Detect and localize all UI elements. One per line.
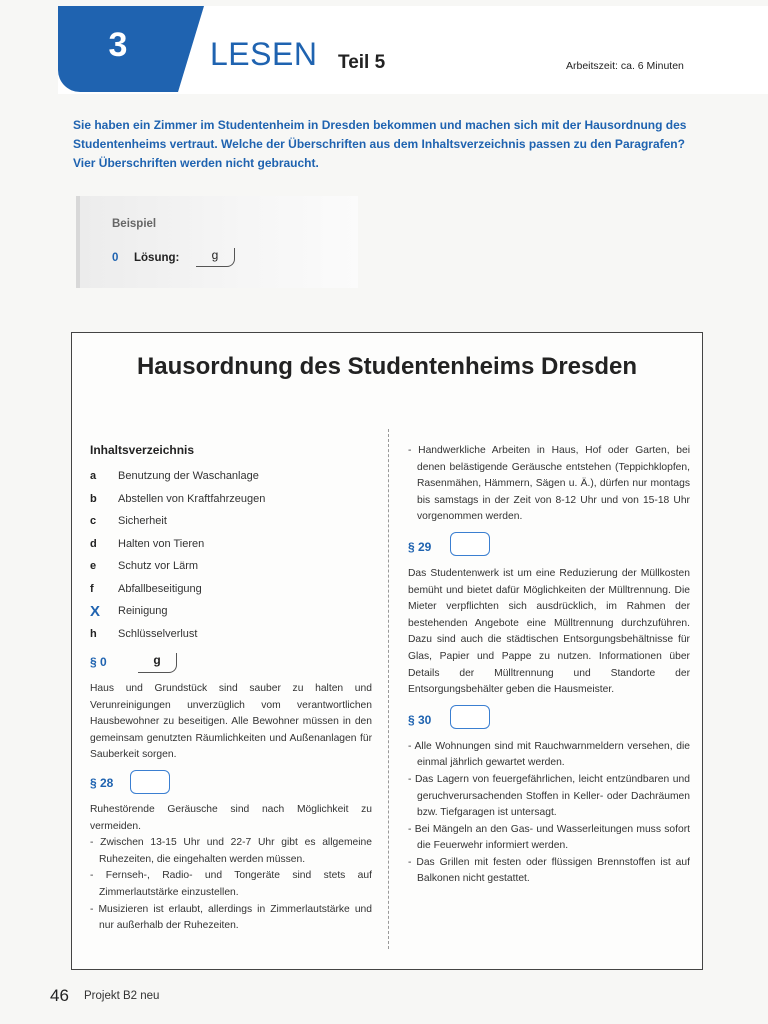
example-solution-label: Lösung: — [134, 252, 180, 264]
paragraph-30-bullet: - Bei Mängeln an den Gas- und Wasserleitungen muss sofort die Feuerwehr informiert werden. — [408, 822, 690, 855]
paragraph-28-bullet: - Zwischen 13-15 Uhr und 22-7 Uhr gibt es allgemeine Ruhezeiten, die eingehalten werden müssen. — [90, 835, 372, 868]
toc-item — [90, 465, 372, 488]
example-box — [76, 196, 358, 288]
toc-text: Abstellen von Kraftfahrzeugen — [118, 492, 266, 505]
toc-letter: a — [90, 470, 97, 483]
toc-heading: Inhaltsverzeichnis — [90, 443, 195, 457]
toc-text: Schutz vor Lärm — [118, 560, 199, 573]
paragraph-0-answer: g — [138, 653, 177, 673]
paragraph-30-bullet: - Das Lagern von feuergefährlichen, leicht entzündbaren und geruchverursachenden Stoffen in Keller- oder Dachräumen bzw. Tiefgaragen ist untersagt. — [408, 772, 690, 822]
example-label: Beispiel — [112, 218, 157, 230]
toc-letter: d — [90, 537, 97, 550]
example-number: 0 — [112, 252, 119, 264]
paragraph-label: § 0 — [90, 655, 107, 669]
task-instruction: Sie haben ein Zimmer im Studentenheim in Dresden bekommen und machen sich mit der Hausordnung des Studentenheims vertraut. Welche der Überschriften aus dem Inhaltsverzeichnis passen zu den Paragrafen? Vier Überschriften werden nicht gebraucht. — [73, 118, 687, 170]
paragraph-29-answer-box[interactable] — [450, 532, 490, 556]
toc-text: Reinigung — [118, 605, 168, 618]
part-label: Teil 5 — [338, 52, 386, 73]
paragraph-28-bullet: - Musizieren ist erlaubt, allerdings in Zimmerlautstärke und nur außerhalb der Ruhezeiten. — [90, 902, 372, 935]
paragraph-label: § 30 — [408, 712, 432, 727]
paragraph-30-bullet: - Alle Wohnungen sind mit Rauchwarnmeldern versehen, die einmal jährlich gewartet werden. — [408, 739, 690, 772]
left-column — [90, 443, 372, 935]
house-rules-document — [71, 332, 703, 970]
paragraph-label: § 28 — [90, 775, 114, 790]
paragraph-28-heading — [90, 776, 372, 802]
paragraph-28-answer-box[interactable] — [130, 770, 170, 794]
toc-text: Halten von Tieren — [118, 537, 205, 550]
toc-text: Schlüsselverlust — [118, 627, 198, 640]
toc-item — [90, 600, 372, 623]
document-title: Hausordnung des Studentenheims Dresden — [136, 353, 638, 380]
paragraph-28-intro: Ruhestörende Geräusche sind nach Möglichkeit zu vermeiden. — [90, 803, 372, 832]
paragraph-29-heading — [408, 540, 690, 566]
toc-letter-crossed-out: X — [90, 602, 101, 620]
section-title: LESEN — [210, 36, 318, 72]
paragraph-28-bullet-continued: - Handwerkliche Arbeiten in Haus, Hof oder Garten, bei denen belästigende Geräusche entstehen (Teppichklopfen, Rasenmähen, Hämmern, Sägen u. Ä.), dürfen nur montags bis samstags in der Zeit von 8-12 Uhr und von 15-18 Uhr vorgenommen werden. — [408, 443, 690, 526]
toc-letter: f — [90, 582, 94, 595]
toc-letter: h — [90, 627, 97, 640]
column-divider — [388, 429, 389, 949]
toc-text: Sicherheit — [118, 515, 167, 528]
toc-item — [90, 555, 372, 578]
example-answer-box: g — [196, 248, 235, 267]
toc-letter: b — [90, 492, 97, 505]
chapter-number: 3 — [108, 26, 128, 64]
right-column — [408, 443, 690, 888]
toc-item — [90, 578, 372, 601]
paragraph-0-text: Haus und Grundstück sind sauber zu halten und Verunreinigungen unverzüglich vom verantwortlichen Hausbewohner zu beseitigen. Alle Bewohner müssen in den gemeinsam genutzten Räumlichkeiten und Außenanlagen für Sauberkeit sorgen. — [90, 683, 372, 761]
page-number: 46 — [50, 986, 69, 1005]
toc-item — [90, 488, 372, 511]
toc-text: Benutzung der Waschanlage — [118, 470, 259, 483]
toc-item — [90, 533, 372, 556]
paragraph-30-heading — [408, 713, 690, 739]
paragraph-29-text: Das Studentenwerk ist um eine Reduzierung der Müllkosten bemüht und bietet dafür Möglichkeiten der Mülltrennung. Die Mieter verpflichten sich ausdrücklich, im Rahmen der bestehenden Angebote eine Mülltrennung durchzuführen. Dazu sind auch die städtischen Entsorgungsbehältnisse für Glas, Papier und Pappe zu nutzen. Informationen über Details der Mülltrennung und Standorte der Entsorgungsbehälter geben die Hausmeister. — [408, 567, 690, 696]
paragraph-28-bullet: - Fernseh-, Radio- und Tongeräte sind stets auf Zimmerlautstärke einzustellen. — [90, 868, 372, 901]
paragraph-0-heading — [90, 655, 372, 681]
paragraph-label: § 29 — [408, 539, 432, 554]
toc-letter: c — [90, 515, 97, 528]
toc-item — [90, 623, 372, 646]
toc-letter: e — [90, 560, 97, 573]
toc-text: Abfallbeseitigung — [118, 582, 202, 595]
paragraph-30-bullet: - Das Grillen mit festen oder flüssigen Brennstoffen ist auf Balkonen nicht gestattet. — [408, 855, 690, 888]
working-time: Arbeitszeit: ca. 6 Minuten — [566, 60, 684, 72]
book-title: Projekt B2 neu — [84, 990, 160, 1002]
paragraph-30-answer-box[interactable] — [450, 705, 490, 729]
toc-item — [90, 510, 372, 533]
